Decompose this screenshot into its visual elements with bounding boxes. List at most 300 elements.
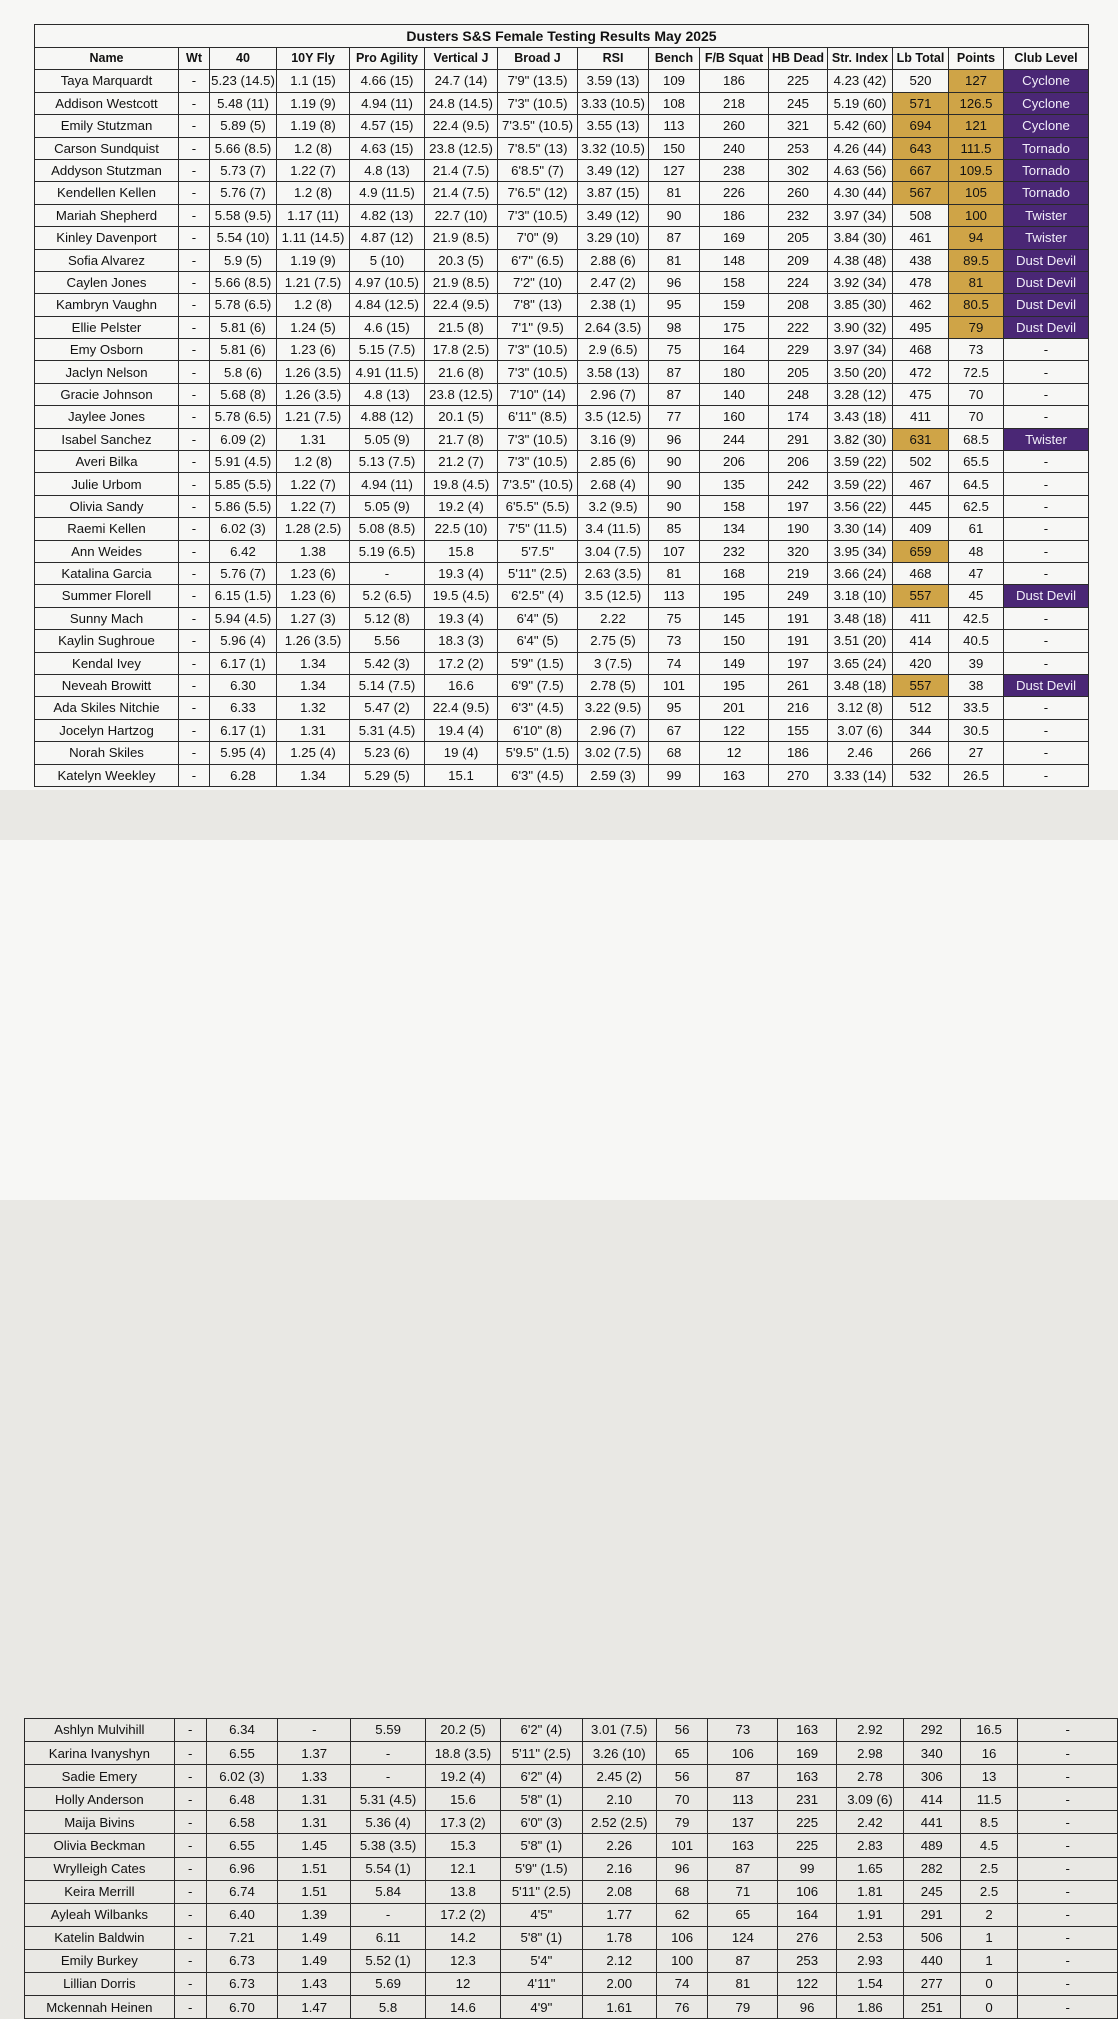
table-cell: 3.04 (7.5) bbox=[578, 540, 649, 562]
table-cell: - bbox=[1004, 495, 1089, 517]
table-cell: 4.6 (15) bbox=[350, 316, 425, 338]
table-cell: - bbox=[179, 674, 210, 696]
table-cell: - bbox=[179, 540, 210, 562]
table-cell: 107 bbox=[649, 540, 700, 562]
table-cell: 3.48 (18) bbox=[828, 674, 893, 696]
table-cell: 65.5 bbox=[949, 451, 1004, 473]
table-cell: Dust Devil bbox=[1004, 585, 1089, 607]
table-cell: 206 bbox=[700, 451, 769, 473]
table-cell: 6.02 (3) bbox=[206, 1765, 278, 1788]
table-cell: 6'11" (8.5) bbox=[498, 406, 578, 428]
table-row bbox=[35, 204, 1089, 226]
table-cell: 440 bbox=[903, 1949, 960, 1972]
table-cell: 81 bbox=[649, 562, 700, 584]
table-cell: 1.26 (3.5) bbox=[277, 383, 350, 405]
table-cell: - bbox=[1004, 473, 1089, 495]
table-cell: 7'3.5" (10.5) bbox=[498, 473, 578, 495]
table-cell: 557 bbox=[893, 585, 949, 607]
table-cell: 1.2 (8) bbox=[277, 294, 350, 316]
table-cell: 134 bbox=[700, 518, 769, 540]
table-cell: - bbox=[179, 495, 210, 517]
table-cell: 7'10" (14) bbox=[498, 383, 578, 405]
athlete-name-cell: Katelyn Weekley bbox=[35, 764, 179, 786]
table-cell: 7'2" (10) bbox=[498, 271, 578, 293]
table-cell: 209 bbox=[769, 249, 828, 271]
table-cell: 4.57 (15) bbox=[350, 115, 425, 137]
table-cell: 5.42 (3) bbox=[350, 652, 425, 674]
table-cell: 160 bbox=[700, 406, 769, 428]
table-cell: 5.8 (6) bbox=[210, 361, 277, 383]
column-header: 40 bbox=[210, 48, 277, 70]
table-row bbox=[35, 115, 1089, 137]
table-cell: 5.23 (6) bbox=[350, 742, 425, 764]
table-cell: 4.84 (12.5) bbox=[350, 294, 425, 316]
table-cell: 5.8 bbox=[351, 1996, 426, 2019]
table-cell: 4.23 (42) bbox=[828, 70, 893, 92]
table-cell: - bbox=[174, 1926, 206, 1949]
table-cell: 6.11 bbox=[351, 1926, 426, 1949]
table-cell: 2.93 bbox=[836, 1949, 903, 1972]
table-cell: 3.33 (14) bbox=[828, 764, 893, 786]
table-row bbox=[35, 339, 1089, 361]
table-cell: 5.42 (60) bbox=[828, 115, 893, 137]
table-cell: 3.18 (10) bbox=[828, 585, 893, 607]
athlete-name-cell: Raemi Kellen bbox=[35, 518, 179, 540]
table-cell: 694 bbox=[893, 115, 949, 137]
table-cell: Dust Devil bbox=[1004, 294, 1089, 316]
table-cell: 291 bbox=[903, 1903, 960, 1926]
table-cell: 24.7 (14) bbox=[425, 70, 498, 92]
table-cell: Cyclone bbox=[1004, 115, 1089, 137]
table-cell: 229 bbox=[769, 339, 828, 361]
table-cell: 79 bbox=[708, 1996, 778, 2019]
table-cell: 3.59 (13) bbox=[578, 70, 649, 92]
table-cell: 81 bbox=[708, 1973, 778, 1996]
table-cell: - bbox=[1004, 361, 1089, 383]
table-cell: 3.59 (22) bbox=[828, 451, 893, 473]
athlete-name-cell: Neveah Browitt bbox=[35, 674, 179, 696]
table-cell: - bbox=[179, 92, 210, 114]
table-cell: 1.26 (3.5) bbox=[277, 630, 350, 652]
table-cell: 6.40 bbox=[206, 1903, 278, 1926]
table-cell: - bbox=[179, 428, 210, 450]
table-cell: 1.81 bbox=[836, 1880, 903, 1903]
table-cell: 19.8 (4.5) bbox=[425, 473, 498, 495]
athlete-name-cell: Taya Marquardt bbox=[35, 70, 179, 92]
table-cell: - bbox=[1018, 1973, 1118, 1996]
table-cell: 5'11" (2.5) bbox=[500, 1742, 582, 1765]
table-cell: 512 bbox=[893, 697, 949, 719]
table-cell: 1.34 bbox=[277, 674, 350, 696]
table-cell: 5 (10) bbox=[350, 249, 425, 271]
table-cell: 3.58 (13) bbox=[578, 361, 649, 383]
table-cell: 2.53 bbox=[836, 1926, 903, 1949]
table-cell: - bbox=[179, 562, 210, 584]
table-cell: 206 bbox=[769, 451, 828, 473]
athlete-name-cell: Carson Sundquist bbox=[35, 137, 179, 159]
table-cell: Tornado bbox=[1004, 159, 1089, 181]
table-cell: 2.16 bbox=[582, 1857, 656, 1880]
table-cell: 489 bbox=[903, 1834, 960, 1857]
athlete-name-cell: Keira Merrill bbox=[25, 1880, 175, 1903]
table-cell: 411 bbox=[893, 607, 949, 629]
table-cell: 3.09 (6) bbox=[836, 1788, 903, 1811]
table-cell: 205 bbox=[769, 361, 828, 383]
table-cell: - bbox=[1018, 1834, 1118, 1857]
table-cell: 2.52 (2.5) bbox=[582, 1811, 656, 1834]
table-cell: 532 bbox=[893, 764, 949, 786]
table-cell: Dust Devil bbox=[1004, 316, 1089, 338]
table-cell: 22.4 (9.5) bbox=[425, 115, 498, 137]
table-cell: 20.1 (5) bbox=[425, 406, 498, 428]
table-cell: 56 bbox=[656, 1765, 708, 1788]
table-cell: 22.4 (9.5) bbox=[425, 294, 498, 316]
table-cell: - bbox=[179, 697, 210, 719]
table-cell: 5.86 (5.5) bbox=[210, 495, 277, 517]
table-cell: 3.5 (12.5) bbox=[578, 585, 649, 607]
athlete-name-cell: Gracie Johnson bbox=[35, 383, 179, 405]
table-cell: 1.31 bbox=[277, 719, 350, 741]
table-cell: 96 bbox=[649, 271, 700, 293]
table-row bbox=[25, 1903, 1118, 1926]
table-cell: 1.27 (3) bbox=[277, 607, 350, 629]
table-cell: 5'8" (1) bbox=[500, 1834, 582, 1857]
table-cell: 195 bbox=[700, 674, 769, 696]
table-cell: 1.23 (6) bbox=[277, 585, 350, 607]
table-cell: 5.81 (6) bbox=[210, 316, 277, 338]
table-cell: 137 bbox=[708, 1811, 778, 1834]
table-row bbox=[25, 1765, 1118, 1788]
table-cell: 5.52 (1) bbox=[351, 1949, 426, 1972]
table-cell: 5.05 (9) bbox=[350, 428, 425, 450]
table-row bbox=[35, 607, 1089, 629]
table-row bbox=[35, 159, 1089, 181]
table-cell: 468 bbox=[893, 339, 949, 361]
table-cell: 1.2 (8) bbox=[277, 182, 350, 204]
table-cell: 244 bbox=[700, 428, 769, 450]
table-cell: 1.2 (8) bbox=[277, 451, 350, 473]
table-cell: 4.30 (44) bbox=[828, 182, 893, 204]
table-cell: 21.2 (7) bbox=[425, 451, 498, 473]
table-cell: 567 bbox=[893, 182, 949, 204]
table-cell: 16.5 bbox=[960, 1719, 1018, 1742]
table-cell: 2.38 (1) bbox=[578, 294, 649, 316]
table-cell: 557 bbox=[893, 674, 949, 696]
table-cell: 6'7" (6.5) bbox=[498, 249, 578, 271]
table-cell: 5.95 (4) bbox=[210, 742, 277, 764]
table-cell: 5.76 (7) bbox=[210, 562, 277, 584]
table-cell: - bbox=[351, 1742, 426, 1765]
table-cell: 0 bbox=[960, 1973, 1018, 1996]
table-cell: 197 bbox=[769, 495, 828, 517]
table-cell: 4.88 (12) bbox=[350, 406, 425, 428]
table-cell: 245 bbox=[903, 1880, 960, 1903]
table-cell: 7'3.5" (10.5) bbox=[498, 115, 578, 137]
table-cell: 164 bbox=[700, 339, 769, 361]
table-cell: 3.51 (20) bbox=[828, 630, 893, 652]
table-row bbox=[25, 1788, 1118, 1811]
table-cell: 3.55 (13) bbox=[578, 115, 649, 137]
table-cell: 87 bbox=[649, 383, 700, 405]
table-cell: 438 bbox=[893, 249, 949, 271]
table-cell: 1.19 (9) bbox=[277, 92, 350, 114]
table-cell: 4.91 (11.5) bbox=[350, 361, 425, 383]
table-cell: 6.58 bbox=[206, 1811, 278, 1834]
table-cell: 5.36 (4) bbox=[351, 1811, 426, 1834]
table-cell: 6.30 bbox=[210, 674, 277, 696]
table-cell: 4.8 (13) bbox=[350, 383, 425, 405]
table-cell: 2.9 (6.5) bbox=[578, 339, 649, 361]
table-cell: - bbox=[278, 1719, 351, 1742]
table-cell: - bbox=[1004, 742, 1089, 764]
table-cell: 81 bbox=[649, 249, 700, 271]
table-row bbox=[25, 1880, 1118, 1903]
table-cell: 180 bbox=[700, 361, 769, 383]
table-cell: - bbox=[179, 137, 210, 159]
table-cell: 163 bbox=[778, 1765, 837, 1788]
column-header: Club Level bbox=[1004, 48, 1089, 70]
table-cell: 225 bbox=[778, 1811, 837, 1834]
table-cell: 27 bbox=[949, 742, 1004, 764]
table-title: Dusters S&S Female Testing Results May 2025 bbox=[35, 25, 1089, 48]
table-cell: 75 bbox=[649, 339, 700, 361]
table-cell: 5.19 (60) bbox=[828, 92, 893, 114]
athlete-name-cell: Mckennah Heinen bbox=[25, 1996, 175, 2019]
table-cell: Dust Devil bbox=[1004, 271, 1089, 293]
table-cell: 127 bbox=[949, 70, 1004, 92]
table-cell: 16 bbox=[960, 1742, 1018, 1765]
table-cell: 7'3" (10.5) bbox=[498, 204, 578, 226]
table-cell: 6'5.5" (5.5) bbox=[498, 495, 578, 517]
table-cell: 445 bbox=[893, 495, 949, 517]
table-cell: 62.5 bbox=[949, 495, 1004, 517]
table-cell: 6.17 (1) bbox=[210, 719, 277, 741]
table-cell: 3.82 (30) bbox=[828, 428, 893, 450]
table-cell: 6.28 bbox=[210, 764, 277, 786]
table-cell: 5.58 (9.5) bbox=[210, 204, 277, 226]
table-cell: 2.26 bbox=[582, 1834, 656, 1857]
table-cell: 6.09 (2) bbox=[210, 428, 277, 450]
table-cell: 100 bbox=[949, 204, 1004, 226]
table-cell: 77 bbox=[649, 406, 700, 428]
table-cell: 79 bbox=[949, 316, 1004, 338]
table-cell: 3.26 (10) bbox=[582, 1742, 656, 1765]
table-cell: - bbox=[1004, 562, 1089, 584]
table-cell: 475 bbox=[893, 383, 949, 405]
results-table-continued bbox=[24, 1718, 1118, 2019]
table-cell: 5'8" (1) bbox=[500, 1926, 582, 1949]
table-cell: 1.49 bbox=[278, 1949, 351, 1972]
table-cell: 12 bbox=[426, 1973, 501, 1996]
table-cell: 79 bbox=[656, 1811, 708, 1834]
table-cell: 6'3" (4.5) bbox=[498, 697, 578, 719]
table-cell: 20.3 (5) bbox=[425, 249, 498, 271]
table-row bbox=[35, 764, 1089, 786]
table-row bbox=[35, 137, 1089, 159]
table-cell: - bbox=[1018, 1880, 1118, 1903]
table-cell: 145 bbox=[700, 607, 769, 629]
table-cell: 468 bbox=[893, 562, 949, 584]
table-cell: 5.54 (1) bbox=[351, 1857, 426, 1880]
table-cell: 0 bbox=[960, 1996, 1018, 2019]
column-header: Str. Index bbox=[828, 48, 893, 70]
table-cell: 3.49 (12) bbox=[578, 204, 649, 226]
table-cell: 13.8 bbox=[426, 1880, 501, 1903]
table-cell: - bbox=[350, 562, 425, 584]
table-cell: 201 bbox=[700, 697, 769, 719]
table-cell: 276 bbox=[778, 1926, 837, 1949]
table-cell: 121 bbox=[949, 115, 1004, 137]
table-cell: 2.88 (6) bbox=[578, 249, 649, 271]
table-cell: 95 bbox=[649, 697, 700, 719]
table-cell: 39 bbox=[949, 652, 1004, 674]
table-cell: 140 bbox=[700, 383, 769, 405]
table-cell: - bbox=[179, 271, 210, 293]
table-cell: 1.77 bbox=[582, 1903, 656, 1926]
table-cell: 1.49 bbox=[278, 1926, 351, 1949]
table-cell: 113 bbox=[708, 1788, 778, 1811]
table-cell: 5.48 (11) bbox=[210, 92, 277, 114]
table-cell: 1.19 (9) bbox=[277, 249, 350, 271]
table-cell: 3.50 (20) bbox=[828, 361, 893, 383]
column-header: Wt bbox=[179, 48, 210, 70]
table-cell: - bbox=[1018, 1949, 1118, 1972]
table-cell: 321 bbox=[769, 115, 828, 137]
athlete-name-cell: Katelin Baldwin bbox=[25, 1926, 175, 1949]
table-cell: 1.26 (3.5) bbox=[277, 361, 350, 383]
table-cell: - bbox=[179, 227, 210, 249]
table-cell: - bbox=[174, 1788, 206, 1811]
table-cell: 302 bbox=[769, 159, 828, 181]
table-cell: 659 bbox=[893, 540, 949, 562]
table-cell: 1.31 bbox=[278, 1788, 351, 1811]
header-row bbox=[35, 48, 1089, 70]
athlete-name-cell: Emily Burkey bbox=[25, 1949, 175, 1972]
table-cell: 2.00 bbox=[582, 1973, 656, 1996]
athlete-name-cell: Addyson Stutzman bbox=[35, 159, 179, 181]
table-cell: 1.22 (7) bbox=[277, 495, 350, 517]
table-cell: 40.5 bbox=[949, 630, 1004, 652]
table-cell: 277 bbox=[903, 1973, 960, 1996]
table-cell: 15.1 bbox=[425, 764, 498, 786]
table-cell: - bbox=[179, 630, 210, 652]
table-cell: 462 bbox=[893, 294, 949, 316]
table-cell: 226 bbox=[700, 182, 769, 204]
table-cell: 1.23 (6) bbox=[277, 339, 350, 361]
column-header: Points bbox=[949, 48, 1004, 70]
table-cell: 5.19 (6.5) bbox=[350, 540, 425, 562]
table-cell: 242 bbox=[769, 473, 828, 495]
athlete-name-cell: Kaylin Sughroue bbox=[35, 630, 179, 652]
table-cell: - bbox=[174, 1903, 206, 1926]
table-cell: - bbox=[179, 719, 210, 741]
table-cell: 1.43 bbox=[278, 1973, 351, 1996]
table-cell: 5.23 (14.5) bbox=[210, 70, 277, 92]
table-cell: 3.12 (8) bbox=[828, 697, 893, 719]
table-cell: 2.47 (2) bbox=[578, 271, 649, 293]
table-cell: 11.5 bbox=[960, 1788, 1018, 1811]
table-cell: 169 bbox=[778, 1742, 837, 1765]
athlete-name-cell: Kinley Davenport bbox=[35, 227, 179, 249]
table-cell: 14.6 bbox=[426, 1996, 501, 2019]
table-cell: - bbox=[1018, 1765, 1118, 1788]
table-cell: 218 bbox=[700, 92, 769, 114]
table-cell: 6'2.5" (4) bbox=[498, 585, 578, 607]
table-cell: 1.34 bbox=[277, 764, 350, 786]
table-cell: 1.21 (7.5) bbox=[277, 271, 350, 293]
table-cell: 7'3" (10.5) bbox=[498, 428, 578, 450]
table-cell: 643 bbox=[893, 137, 949, 159]
table-cell: 21.7 (8) bbox=[425, 428, 498, 450]
table-cell: 2.78 bbox=[836, 1765, 903, 1788]
athlete-name-cell: Ada Skiles Nitchie bbox=[35, 697, 179, 719]
table-cell: 68 bbox=[649, 742, 700, 764]
table-row bbox=[25, 1996, 1118, 2019]
table-cell: 2 bbox=[960, 1903, 1018, 1926]
table-cell: 155 bbox=[769, 719, 828, 741]
table-row bbox=[35, 652, 1089, 674]
table-cell: 1.24 (5) bbox=[277, 316, 350, 338]
table-cell: 222 bbox=[769, 316, 828, 338]
table-cell: 238 bbox=[700, 159, 769, 181]
table-cell: - bbox=[174, 1857, 206, 1880]
table-cell: 96 bbox=[778, 1996, 837, 2019]
table-cell: 1.22 (7) bbox=[277, 159, 350, 181]
table-cell: 87 bbox=[708, 1765, 778, 1788]
table-cell: 22.5 (10) bbox=[425, 518, 498, 540]
table-cell: 5.31 (4.5) bbox=[350, 719, 425, 741]
column-header: RSI bbox=[578, 48, 649, 70]
athlete-name-cell: Jaclyn Nelson bbox=[35, 361, 179, 383]
table-cell: - bbox=[179, 742, 210, 764]
athlete-name-cell: Ayleah Wilbanks bbox=[25, 1903, 175, 1926]
table-cell: 266 bbox=[893, 742, 949, 764]
table-cell: 2.45 (2) bbox=[582, 1765, 656, 1788]
table-cell: 99 bbox=[649, 764, 700, 786]
table-row bbox=[35, 585, 1089, 607]
athlete-name-cell: Jaylee Jones bbox=[35, 406, 179, 428]
table-cell: 5.66 (8.5) bbox=[210, 137, 277, 159]
table-cell: 2.78 (5) bbox=[578, 674, 649, 696]
table-cell: 5.78 (6.5) bbox=[210, 294, 277, 316]
table-cell: 3.28 (12) bbox=[828, 383, 893, 405]
table-cell: 109 bbox=[649, 70, 700, 92]
table-row bbox=[25, 1857, 1118, 1880]
table-cell: 1.32 bbox=[277, 697, 350, 719]
table-cell: 70 bbox=[949, 406, 1004, 428]
table-cell: 5'9" (1.5) bbox=[500, 1857, 582, 1880]
table-cell: - bbox=[179, 115, 210, 137]
table-cell: 4'9" bbox=[500, 1996, 582, 2019]
column-header: Name bbox=[35, 48, 179, 70]
table-cell: 80.5 bbox=[949, 294, 1004, 316]
table-row bbox=[35, 182, 1089, 204]
table-cell: 73 bbox=[949, 339, 1004, 361]
table-cell: 6'10" (8) bbox=[498, 719, 578, 741]
table-cell: 3.65 (24) bbox=[828, 652, 893, 674]
column-header: Lb Total bbox=[893, 48, 949, 70]
table-row bbox=[35, 406, 1089, 428]
table-cell: 5.08 (8.5) bbox=[350, 518, 425, 540]
table-cell: 495 bbox=[893, 316, 949, 338]
table-cell: 6.55 bbox=[206, 1834, 278, 1857]
table-cell: 6'4" (5) bbox=[498, 607, 578, 629]
table-cell: 3.97 (34) bbox=[828, 339, 893, 361]
table-cell: 1.91 bbox=[836, 1903, 903, 1926]
table-cell: 3.85 (30) bbox=[828, 294, 893, 316]
table-cell: 3.87 (15) bbox=[578, 182, 649, 204]
athlete-name-cell: Karina Ivanyshyn bbox=[25, 1742, 175, 1765]
